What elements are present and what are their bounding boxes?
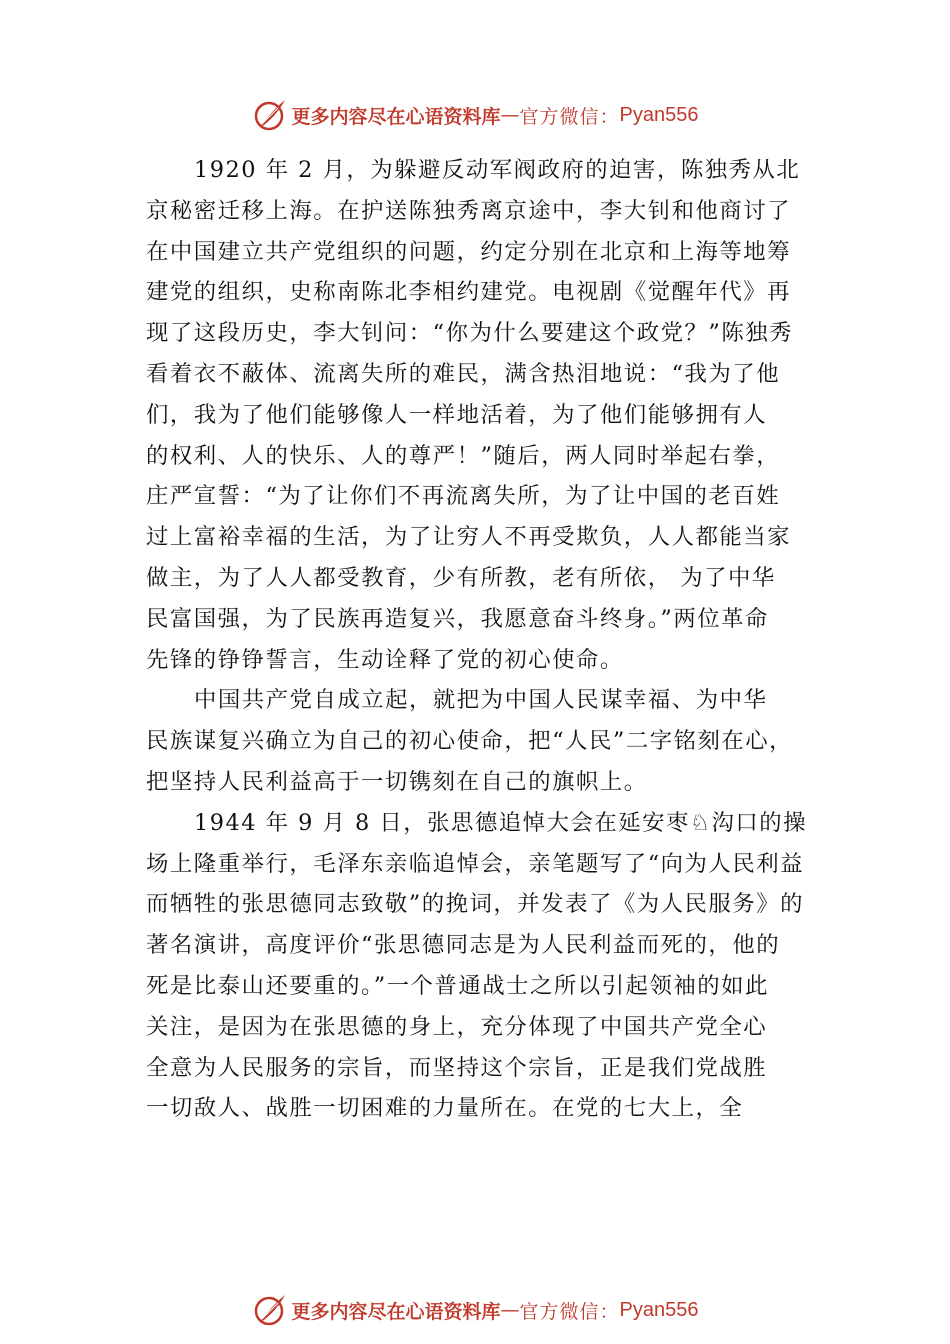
paragraph-2 xyxy=(146,680,818,802)
text-line: 把坚持人民利益高于一切镌刻在自己的旗帜上。 xyxy=(146,768,648,795)
text-line: 1920 年 2 月，为躲避反动军阀政府的迫害，陈独秀从北 xyxy=(194,157,801,183)
text-line: 中国共产党自成立起，就把为中国人民谋幸福、为中华 xyxy=(194,687,768,714)
feather-seal-logo-icon xyxy=(252,1292,288,1328)
header-wechat-label: 官方微信： xyxy=(519,105,620,128)
text-line: 们，我为了他们能够像人一样地活着，为了他们能够拥有人 xyxy=(146,401,768,428)
feather-seal-logo-icon xyxy=(252,97,288,133)
paragraph-3 xyxy=(146,803,818,1129)
text-line: 著名演讲，高度评价“张思德同志是为人民利益而死的，他的 xyxy=(146,932,781,959)
text-line: 做主，为了人人都受教育，少有所教，老有所依， 为了中华 xyxy=(146,564,776,591)
text-line: 而牺牲的张思德同志致敬”的挽词，并发表了《为人民服务》的 xyxy=(146,891,804,918)
footer-banner xyxy=(0,1290,950,1330)
text-line: 现了这段历史，李大钊问：“你为什么要建这个政党？”陈独秀 xyxy=(146,320,794,347)
text-line: 看着衣不蔽体、流离失所的难民，满含热泪地说：“我为了他 xyxy=(146,360,781,387)
text-line: 庄严宣誓：“为了让你们不再流离失所，为了让中国的老百姓 xyxy=(146,483,781,510)
document-body xyxy=(146,150,818,1129)
text-line: 关注，是因为在张思德的身上，充分体现了中国共产党全心 xyxy=(146,1013,768,1040)
text-line: 一切敌人、战胜一切困难的力量所在。在党的七大上，全 xyxy=(146,1095,744,1122)
text-line: 在中国建立共产党组织的问题，约定分别在北京和上海等地筹 xyxy=(146,238,792,265)
footer-wechat-label: 官方微信： xyxy=(519,1300,620,1323)
text-line: 建党的组织，史称南陈北李相约建党。电视剧《觉醒年代》再 xyxy=(146,279,792,306)
text-line: 民族谋复兴确立为自己的初心使命，把“人民”二字铭刻在心， xyxy=(146,728,794,755)
paragraph-1 xyxy=(146,150,818,680)
header-banner xyxy=(0,95,950,135)
text-line: 先锋的铮铮誓言，生动诠释了党的初心使命。 xyxy=(146,646,624,673)
text-line: 死是比泰山还要重的。”一个普通战士之所以引起领袖的如此 xyxy=(146,972,769,999)
text-line: 全意为人民服务的宗旨，而坚持这个宗旨，正是我们党战胜 xyxy=(146,1054,768,1081)
header-account: Pyan556 xyxy=(619,103,699,126)
text-line: 过上富裕幸福的生活，为了让穷人不再受欺负，人人都能当家 xyxy=(146,524,792,551)
footer-brand: 更多内容尽在心语资料库 xyxy=(291,1300,501,1323)
text-line: 场上隆重举行，毛泽东亲临追悼会，亲笔题写了“向为人民利益 xyxy=(146,850,804,877)
text-line: 民富国强，为了民族再造复兴，我愿意奋斗终身。”两位革命 xyxy=(146,605,769,632)
header-dash: — xyxy=(500,104,520,126)
footer-account: Pyan556 xyxy=(619,1298,699,1321)
text-line: 的权利、人的快乐、人的尊严！”随后，两人同时举起右拳， xyxy=(146,442,781,469)
header-brand: 更多内容尽在心语资料库 xyxy=(291,105,501,128)
footer-dash: — xyxy=(500,1299,520,1321)
text-line: 京秘密迁移上海。在护送陈独秀离京途中，李大钊和他商讨了 xyxy=(146,197,792,224)
text-line: 1944 年 9 月 8 日，张思德追悼大会在延安枣♘沟口的操 xyxy=(194,809,808,836)
